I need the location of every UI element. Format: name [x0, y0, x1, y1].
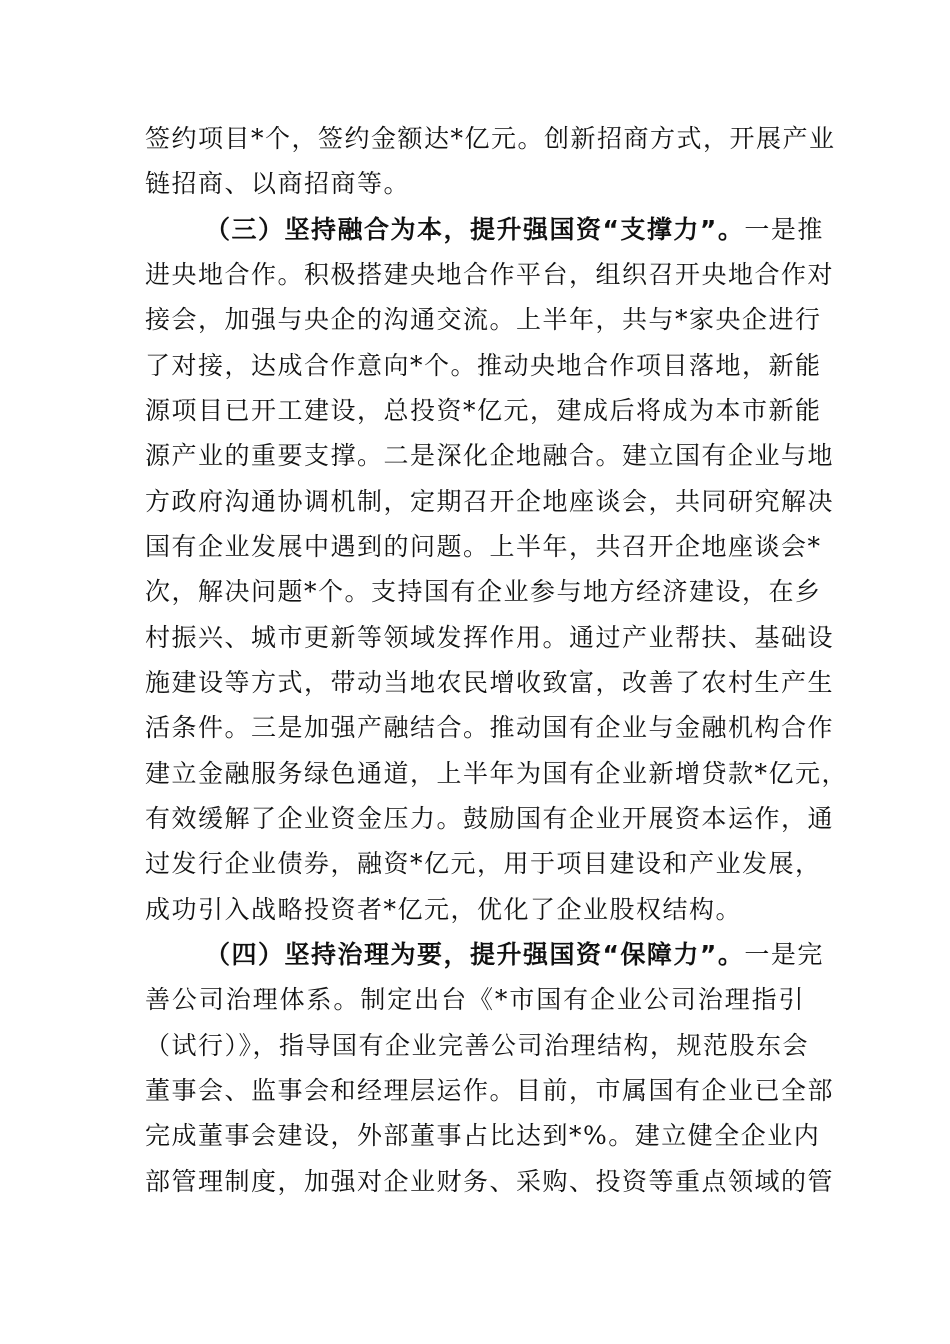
text-line: 部管理制度，加强对企业财务、采购、投资等重点领域的管 — [145, 1167, 835, 1196]
section-heading-line: （三）坚持融合为本，提升强国资“支撑力”。一是推 — [205, 215, 824, 244]
text-line: 过发行企业债券，融资*亿元，用于项目建设和产业发展， — [145, 849, 822, 878]
text-line: 建立金融服务绿色通道，上半年为国有企业新增贷款*亿元， — [145, 759, 849, 788]
text-line: 链招商、以商招商等。 — [145, 169, 411, 198]
section-heading-line: （四）坚持治理为要，提升强国资“保障力”。一是完 — [205, 940, 824, 969]
text-line: 董事会、监事会和经理层运作。目前，市属国有企业已全部 — [145, 1076, 835, 1105]
text-line: 进央地合作。积极搭建央地合作平台，组织召开央地合作对 — [145, 260, 835, 289]
section-heading: （四）坚持治理为要，提升强国资“保障力”。 — [205, 940, 745, 969]
text-line: 签约项目*个，签约金额达*亿元。创新招商方式，开展产业 — [145, 124, 836, 153]
section-heading: （三）坚持融合为本，提升强国资“支撑力”。 — [205, 215, 745, 244]
text-line: 施建设等方式，带动当地农民增收致富，改善了农村生产生 — [145, 668, 835, 697]
text-line: 接会，加强与央企的沟通交流。上半年，共与*家央企进行 — [145, 305, 822, 334]
text-line: 了对接，达成合作意向*个。推动央地合作项目落地，新能 — [145, 351, 822, 380]
text-line: 国有企业发展中遇到的问题。上半年，共召开企地座谈会* — [145, 532, 822, 561]
text-line: 源产业的重要支撑。二是深化企地融合。建立国有企业与地 — [145, 441, 835, 470]
text-line: 完成董事会建设，外部董事占比达到*%。建立健全企业内 — [145, 1121, 821, 1150]
text-line: 源项目已开工建设，总投资*亿元，建成后将成为本市新能 — [145, 396, 822, 425]
text-line: 成功引入战略投资者*亿元，优化了企业股权结构。 — [145, 895, 743, 924]
text-line: 村振兴、城市更新等领域发挥作用。通过产业帮扶、基础设 — [145, 623, 835, 652]
text-line: （试行）》，指导国有企业完善公司治理结构，规范股东会 — [145, 1031, 810, 1060]
text-line: 善公司治理体系。制定出台《*市国有企业公司治理指引 — [145, 985, 805, 1014]
text-line: 活条件。三是加强产融结合。推动国有企业与金融机构合作 — [145, 713, 835, 742]
text-line: 方政府沟通协调机制，定期召开企地座谈会，共同研究解决 — [145, 487, 835, 516]
text-line: 次，解决问题*个。支持国有企业参与地方经济建设，在乡 — [145, 577, 822, 606]
text-line: 有效缓解了企业资金压力。鼓励国有企业开展资本运作，通 — [145, 804, 835, 833]
